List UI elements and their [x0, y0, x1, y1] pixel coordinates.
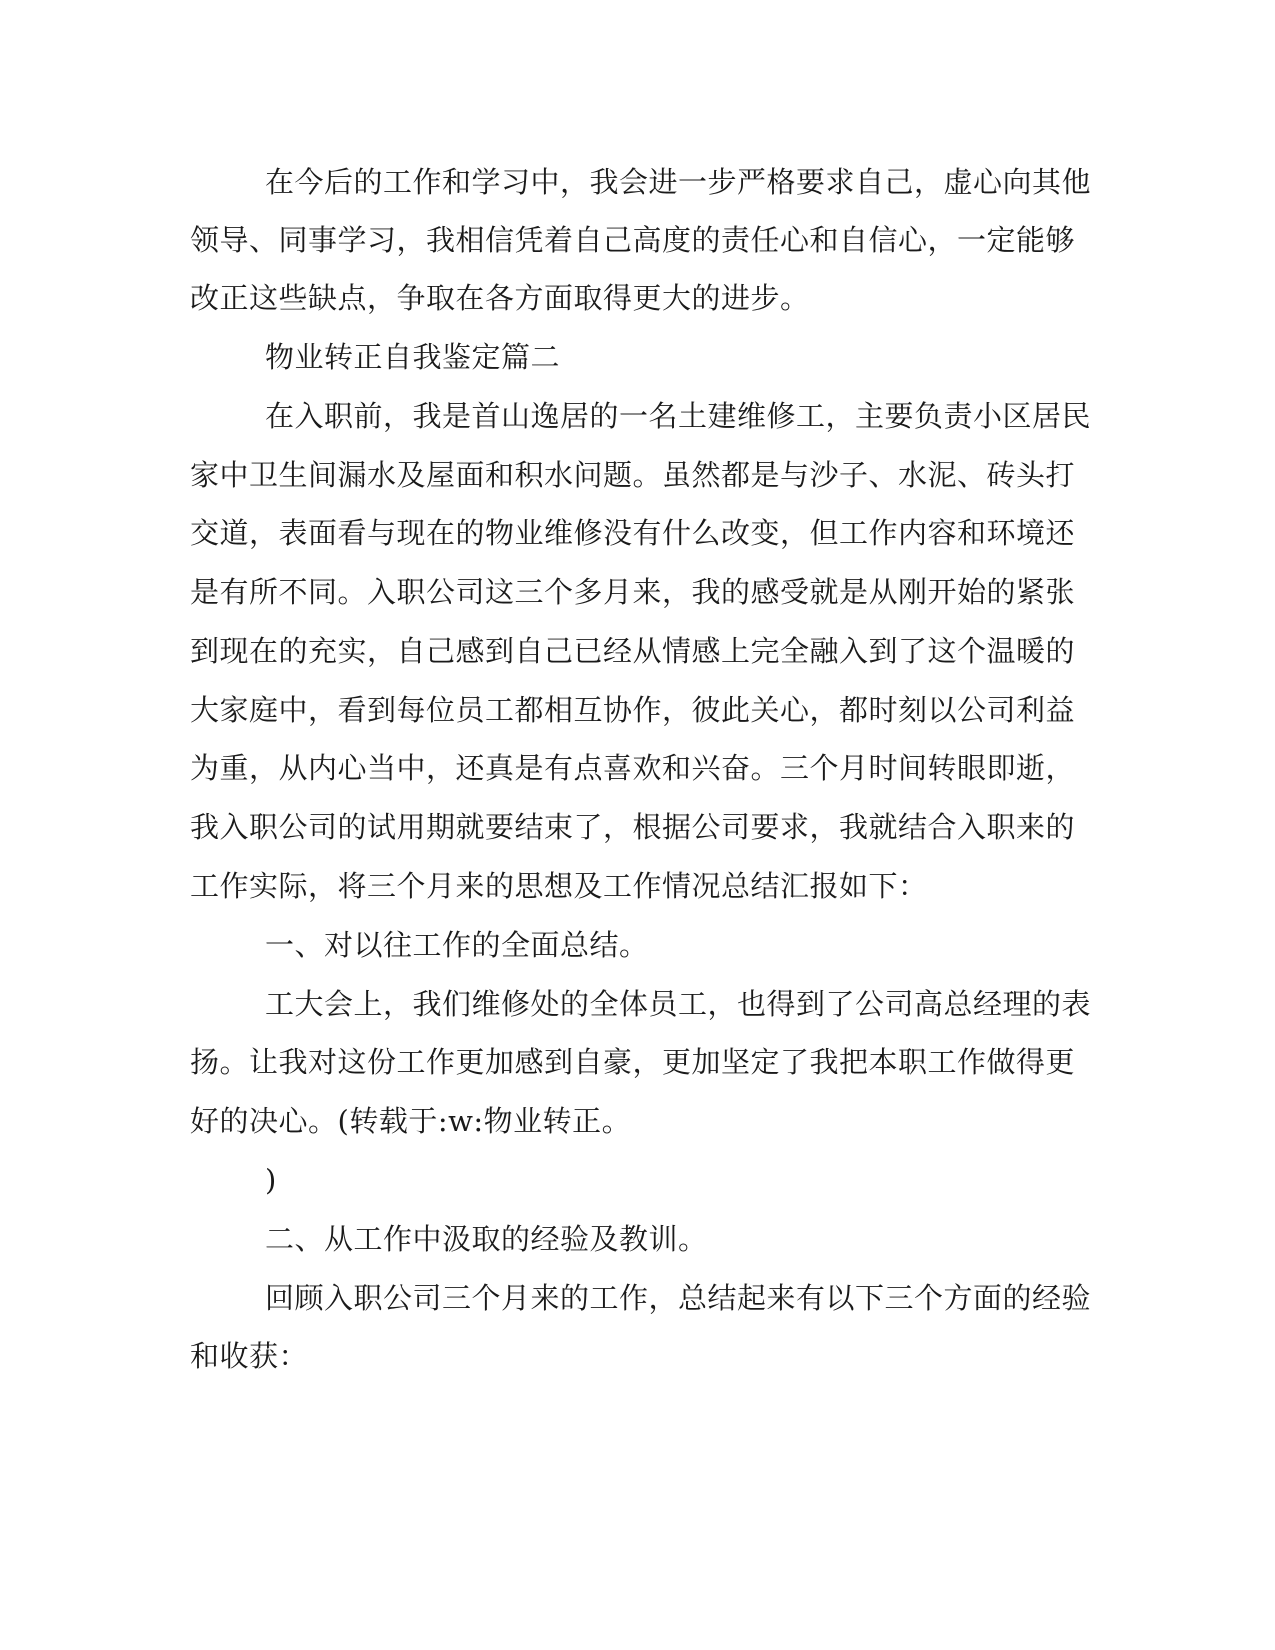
section-heading: 二、从工作中汲取的经验及教训。 — [265, 1222, 708, 1256]
paragraph-line: ) — [265, 1163, 277, 1197]
paragraph-line: 改正这些缺点，争取在各方面取得更大的进步。 — [190, 281, 810, 315]
paragraph-line: 工大会上，我们维修处的全体员工，也得到了公司高总经理的表 — [265, 987, 1092, 1021]
paragraph-line: 到现在的充实，自己感到自己已经从情感上完全融入到了这个温暖的 — [190, 634, 1076, 668]
paragraph-line: 在今后的工作和学习中，我会进一步严格要求自己，虚心向其他 — [265, 165, 1092, 199]
paragraph-line: 为重，从内心当中，还真是有点喜欢和兴奋。三个月时间转眼即逝， — [190, 751, 1076, 785]
paragraph-line: 领导、同事学习，我相信凭着自己高度的责任心和自信心，一定能够 — [190, 223, 1076, 257]
section-heading: 一、对以往工作的全面总结。 — [265, 928, 649, 962]
paragraph-line: 大家庭中，看到每位员工都相互协作，彼此关心，都时刻以公司利益 — [190, 693, 1076, 727]
paragraph-line: 和收获： — [190, 1339, 309, 1373]
paragraph-line: 扬。让我对这份工作更加感到自豪，更加坚定了我把本职工作做得更 — [190, 1045, 1076, 1079]
paragraph-line: 是有所不同。入职公司这三个多月来，我的感受就是从刚开始的紧张 — [190, 575, 1076, 609]
paragraph-line: 好的决心。(转载于:w:物业转正。 — [190, 1104, 632, 1138]
paragraph-line: 家中卫生间漏水及屋面和积水问题。虽然都是与沙子、水泥、砖头打 — [190, 458, 1076, 492]
paragraph-line: 交道，表面看与现在的物业维修没有什么改变，但工作内容和环境还 — [190, 516, 1076, 550]
paragraph-line: 我入职公司的试用期就要结束了，根据公司要求，我就结合入职来的 — [190, 810, 1076, 844]
paragraph-line: 回顾入职公司三个月来的工作，总结起来有以下三个方面的经验 — [265, 1281, 1092, 1315]
section-heading: 物业转正自我鉴定篇二 — [265, 340, 561, 374]
paragraph-line: 工作实际，将三个月来的思想及工作情况总结汇报如下： — [190, 869, 928, 903]
paragraph-line: 在入职前，我是首山逸居的一名土建维修工，主要负责小区居民 — [265, 399, 1092, 433]
